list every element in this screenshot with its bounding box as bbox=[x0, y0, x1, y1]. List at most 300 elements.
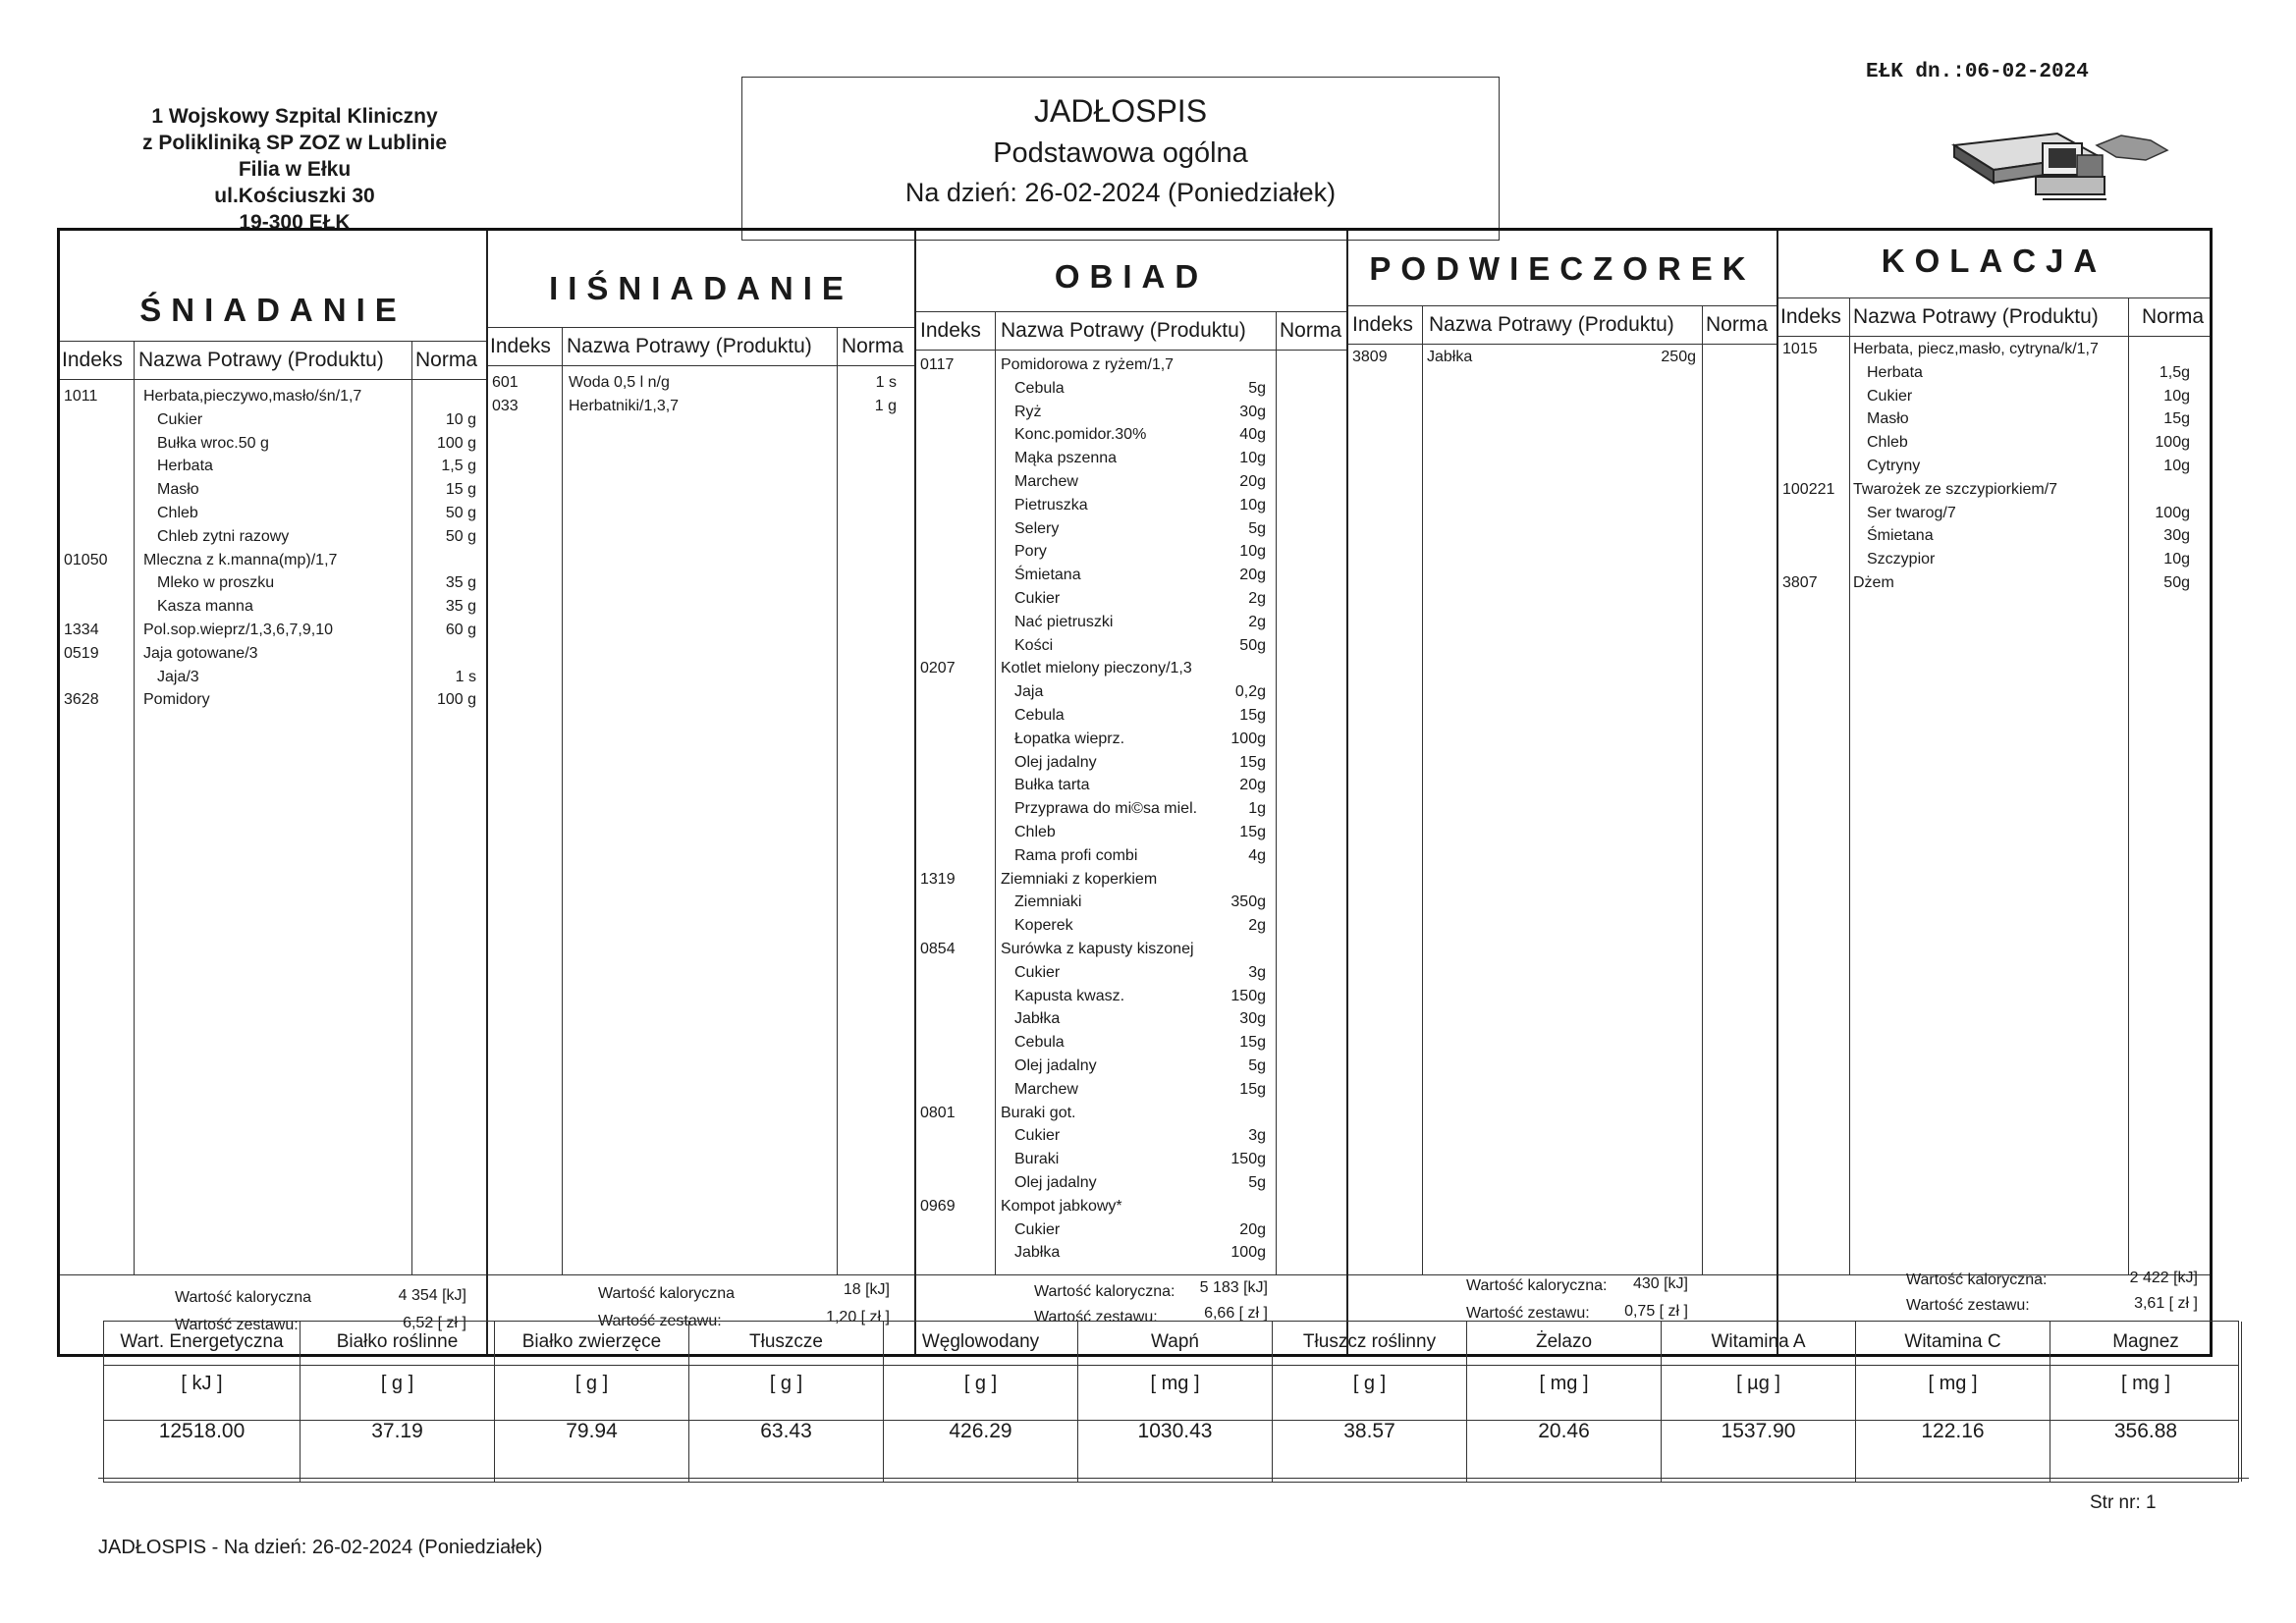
footer-text: JADŁOSPIS - Na dzień: 26-02-2024 (Poniedziałek) bbox=[98, 1537, 543, 1558]
dish-row bbox=[60, 528, 486, 550]
dish-row bbox=[60, 435, 486, 457]
dish-index: 601 bbox=[492, 374, 519, 391]
dish-norm: 20g bbox=[1239, 777, 1266, 794]
dish-name: Herbata, piecz,masło, cytryna/k/1,7 bbox=[1853, 341, 2099, 357]
dish-name: Surówka z kapusty kiszonej bbox=[1001, 941, 1194, 957]
ingredient-name: Łopatka wieprz. bbox=[1014, 730, 1125, 747]
set-value-label: Wartość zestawu: bbox=[1034, 1309, 1158, 1325]
dish-norm: 10g bbox=[2163, 551, 2190, 568]
hospital-address bbox=[88, 103, 501, 236]
dish-norm: 1,5 g bbox=[441, 458, 476, 475]
ingredient-name: Bułka wroc.50 g bbox=[157, 434, 269, 452]
nutrient-unit: [ g ] bbox=[769, 1373, 803, 1394]
dish-row bbox=[916, 754, 1346, 776]
dish-row bbox=[1778, 341, 2210, 362]
calorific-label: Wartość kaloryczna bbox=[598, 1285, 735, 1302]
dish-row bbox=[916, 380, 1346, 402]
nutrient-unit: [ mg ] bbox=[1928, 1373, 1978, 1394]
set-value-label: Wartość zestawu: bbox=[1906, 1297, 2030, 1314]
dish-row bbox=[916, 800, 1346, 822]
calorific-value: 2 422 [kJ] bbox=[2129, 1270, 2198, 1286]
hospital-city-line: 19-300 EŁK bbox=[239, 211, 351, 234]
nutrient-unit: [ mg ] bbox=[2120, 1373, 2170, 1394]
ingredient-name: Konc.pomidor.30% bbox=[1014, 426, 1147, 444]
ingredient-name: Śmietana bbox=[1014, 567, 1081, 584]
nutrient-unit: [ mg ] bbox=[1539, 1373, 1589, 1394]
ingredient-name: Cukier bbox=[1014, 590, 1061, 607]
dish-row bbox=[916, 660, 1346, 681]
ingredient-name: Cukier bbox=[157, 410, 203, 428]
dish-row bbox=[60, 552, 486, 573]
row-divider bbox=[104, 1420, 2238, 1421]
dish-row bbox=[916, 450, 1346, 471]
nutrient-label: Węglowodany bbox=[921, 1331, 1040, 1352]
set-value: 6,66 [ zł ] bbox=[1204, 1305, 1268, 1322]
dish-norm: 10g bbox=[1239, 450, 1266, 467]
dish-norm: 100g bbox=[1230, 730, 1266, 747]
page-number: Str nr: 1 bbox=[2090, 1492, 2157, 1513]
dish-row bbox=[1778, 458, 2210, 479]
header-index: Indeks bbox=[1352, 313, 1413, 336]
nutrient-value: 1537.90 bbox=[1721, 1420, 1796, 1442]
dish-index: 3809 bbox=[1352, 349, 1388, 365]
dish-norm: 100g bbox=[1230, 1244, 1266, 1262]
set-value: 0,75 [ zł ] bbox=[1624, 1303, 1688, 1320]
nutrition-column bbox=[884, 1322, 1078, 1482]
ingredient-name: Cukier bbox=[1867, 387, 1913, 405]
dish-row bbox=[916, 707, 1346, 729]
dish-row bbox=[916, 1174, 1346, 1196]
dish-row bbox=[916, 847, 1346, 869]
ingredient-name: Buraki bbox=[1014, 1151, 1060, 1168]
ingredient-name: Olej jadalny bbox=[1014, 1057, 1097, 1074]
dish-index: 0969 bbox=[920, 1197, 956, 1215]
dish-norm: 4g bbox=[1248, 846, 1266, 864]
dish-norm: 50g bbox=[2163, 574, 2190, 591]
dish-row bbox=[1778, 388, 2210, 409]
calorific-label: Wartość kaloryczna: bbox=[1906, 1271, 2048, 1288]
dish-norm: 20g bbox=[1239, 567, 1266, 584]
ingredient-name: Ser twarog/7 bbox=[1867, 504, 1956, 521]
nutrient-value: 20.46 bbox=[1538, 1420, 1590, 1442]
header-index: Indeks bbox=[1780, 305, 1841, 328]
ingredient-name: Pietruszka bbox=[1014, 496, 1088, 514]
dish-row bbox=[916, 520, 1346, 542]
nutrient-label: Białko roślinne bbox=[336, 1331, 459, 1352]
ingredient-name: Masło bbox=[1867, 410, 1909, 428]
book-and-computer-icon bbox=[1949, 116, 2175, 204]
dish-name: Ziemniaki z koperkiem bbox=[1001, 870, 1158, 888]
dish-row bbox=[916, 356, 1346, 378]
ingredient-name: Ziemniaki bbox=[1014, 893, 1082, 911]
dish-row bbox=[916, 871, 1346, 893]
nutrient-value: 38.57 bbox=[1343, 1420, 1395, 1442]
dish-norm: 100 g bbox=[436, 691, 476, 709]
dish-row bbox=[916, 404, 1346, 425]
dish-row bbox=[916, 473, 1346, 495]
ingredient-name: Mleko w proszku bbox=[157, 574, 275, 592]
set-value: 1,20 [ zł ] bbox=[826, 1309, 890, 1325]
dish-norm: 250g bbox=[1661, 349, 1696, 365]
dish-norm: 10g bbox=[1239, 496, 1266, 514]
dish-row bbox=[916, 1081, 1346, 1103]
nutrition-column bbox=[301, 1322, 495, 1482]
dish-norm: 30g bbox=[1239, 403, 1266, 420]
dish-row bbox=[60, 669, 486, 690]
dish-name: Kompot jabkowy* bbox=[1001, 1197, 1122, 1215]
dish-norm: 30g bbox=[1239, 1010, 1266, 1028]
nutrient-unit: [ mg ] bbox=[1150, 1373, 1200, 1394]
ingredient-name: Marchew bbox=[1014, 1080, 1078, 1098]
ingredient-name: Rama profi combi bbox=[1014, 846, 1138, 864]
dish-index: 1011 bbox=[64, 388, 98, 405]
ingredient-name: Jabłka bbox=[1014, 1244, 1061, 1262]
calorific-label: Wartość kaloryczna: bbox=[1034, 1283, 1175, 1300]
dish-norm: 50 g bbox=[445, 505, 476, 521]
dish-row bbox=[1778, 410, 2210, 432]
dish-name: Pomidory bbox=[143, 691, 210, 709]
dish-row bbox=[60, 598, 486, 620]
calorific-label: Wartość kaloryczna: bbox=[1466, 1277, 1608, 1294]
dish-norm: 15g bbox=[1239, 1080, 1266, 1098]
meal-title: OBIAD bbox=[1054, 258, 1209, 295]
ingredient-name: Cukier bbox=[1014, 1220, 1061, 1238]
ingredient-name: Śmietana bbox=[1867, 527, 1934, 545]
hospital-name-line: 1 Wojskowy Szpital Kliniczny bbox=[151, 105, 438, 128]
dish-row bbox=[1778, 505, 2210, 526]
dish-norm: 150g bbox=[1230, 987, 1266, 1004]
calorific-value: 430 [kJ] bbox=[1632, 1275, 1688, 1292]
header-index: Indeks bbox=[62, 349, 123, 371]
dish-row bbox=[60, 411, 486, 433]
meal-breakfast bbox=[60, 231, 488, 1354]
dish-row bbox=[916, 497, 1346, 518]
column-header-row bbox=[1778, 298, 2210, 337]
dish-name: Buraki got. bbox=[1001, 1104, 1076, 1121]
nutrient-value: 79.94 bbox=[566, 1420, 618, 1442]
dish-name: Pomidorowa z ryżem/1,7 bbox=[1001, 356, 1175, 373]
meal-title: ŚNIADANIE bbox=[139, 292, 407, 328]
ingredient-name: Mąka pszenna bbox=[1014, 450, 1118, 467]
dish-name: Dżem bbox=[1853, 574, 1894, 591]
ingredient-name: Jabłka bbox=[1014, 1010, 1061, 1028]
document-title: JADŁOSPIS bbox=[1033, 93, 1208, 129]
dish-norm: 150g bbox=[1230, 1151, 1266, 1168]
header-name: Nazwa Potrawy (Produktu) bbox=[1429, 313, 1674, 336]
meal-second-breakfast bbox=[488, 231, 916, 1354]
ingredient-name: Cebula bbox=[1014, 1034, 1065, 1052]
dish-row bbox=[916, 426, 1346, 448]
ingredient-name: Pory bbox=[1014, 543, 1047, 561]
dish-norm: 100g bbox=[2155, 434, 2190, 452]
ingredient-name: Olej jadalny bbox=[1014, 753, 1097, 771]
header-name: Nazwa Potrawy (Produktu) bbox=[1001, 319, 1246, 342]
dish-name: Woda 0,5 l n/g bbox=[569, 374, 670, 391]
dish-name: Jabłka bbox=[1427, 349, 1473, 365]
meal-afternoon-snack bbox=[1348, 231, 1778, 1354]
ingredient-name: Chleb zytni razowy bbox=[157, 527, 290, 545]
set-value-label: Wartość zestawu: bbox=[598, 1313, 722, 1329]
dish-norm: 10 g bbox=[445, 410, 476, 428]
nutrient-label: Wart. Energetyczna bbox=[120, 1331, 284, 1352]
dish-row bbox=[916, 1127, 1346, 1149]
dish-name: Jaja gotowane/3 bbox=[143, 644, 258, 662]
dish-row bbox=[60, 458, 486, 479]
header-norm: Norma bbox=[2142, 305, 2205, 328]
dish-index: 3628 bbox=[64, 691, 99, 709]
ingredient-name: Selery bbox=[1014, 519, 1060, 537]
dish-row bbox=[1778, 527, 2210, 549]
dish-row bbox=[60, 574, 486, 596]
dish-row bbox=[60, 691, 486, 713]
dish-norm: 35 g bbox=[445, 598, 476, 616]
dish-row bbox=[916, 1221, 1346, 1243]
header-name: Nazwa Potrawy (Produktu) bbox=[138, 349, 384, 371]
dish-row bbox=[916, 917, 1346, 939]
dish-row bbox=[916, 941, 1346, 962]
dish-index: 0207 bbox=[920, 660, 956, 677]
issue-date: EŁK dn.:06-02-2024 bbox=[1866, 61, 2089, 83]
dish-row bbox=[916, 567, 1346, 588]
meal-table bbox=[57, 228, 2213, 1357]
ingredient-name: Kapusta kwasz. bbox=[1014, 987, 1125, 1004]
dish-norm: 5g bbox=[1248, 1057, 1266, 1074]
dish-norm: 1 s bbox=[875, 374, 897, 391]
menu-date: Na dzień: 26-02-2024 (Poniedziałek) bbox=[904, 178, 1337, 207]
ingredient-name: Bułka tarta bbox=[1014, 777, 1090, 794]
ingredient-name: Olej jadalny bbox=[1014, 1174, 1097, 1191]
dish-row bbox=[916, 730, 1346, 752]
dish-row bbox=[916, 1034, 1346, 1055]
nutrition-column bbox=[689, 1322, 884, 1482]
nutrient-label: Żelazo bbox=[1535, 1331, 1593, 1352]
dish-index: 100221 bbox=[1782, 480, 1835, 498]
header-name: Nazwa Potrawy (Produktu) bbox=[1853, 305, 2099, 328]
dish-index: 1334 bbox=[64, 622, 99, 638]
dish-row bbox=[916, 988, 1346, 1009]
ingredient-name: Chleb bbox=[157, 505, 198, 521]
dish-row bbox=[916, 590, 1346, 612]
column-header-row bbox=[60, 341, 486, 380]
ingredient-name: Chleb bbox=[1014, 824, 1056, 840]
dish-norm: 2g bbox=[1248, 613, 1266, 630]
nutrient-label: Witamina C bbox=[1904, 1331, 2001, 1352]
nutrient-value: 12518.00 bbox=[158, 1420, 246, 1442]
dish-norm: 10g bbox=[2163, 387, 2190, 405]
nutrition-column bbox=[104, 1322, 301, 1482]
column-divider bbox=[562, 327, 563, 1275]
column-divider bbox=[1702, 305, 1703, 1275]
dish-row bbox=[1348, 349, 1777, 370]
ingredient-name: Koperek bbox=[1014, 917, 1073, 935]
nutrient-unit: [ g ] bbox=[1352, 1373, 1387, 1394]
nutrient-label: Wapń bbox=[1151, 1331, 1199, 1352]
nutrient-label: Tłuszcz roślinny bbox=[1302, 1331, 1437, 1352]
dish-row bbox=[916, 1010, 1346, 1032]
nutrient-label: Białko zwierzęce bbox=[521, 1331, 662, 1352]
dish-row bbox=[916, 964, 1346, 986]
column-header-row bbox=[488, 327, 914, 366]
dish-row bbox=[916, 893, 1346, 915]
nutrition-table bbox=[103, 1321, 2239, 1483]
dish-norm: 15g bbox=[1239, 1034, 1266, 1052]
dish-name: Herbata,pieczywo,masło/śn/1,7 bbox=[143, 388, 362, 405]
ingredient-name: Cukier bbox=[1014, 1127, 1061, 1145]
dish-norm: 1 s bbox=[455, 668, 476, 685]
dish-row bbox=[916, 777, 1346, 798]
meal-supper bbox=[1778, 231, 2210, 1354]
ingredient-name: Herbata bbox=[157, 458, 213, 475]
dish-index: 0801 bbox=[920, 1104, 956, 1121]
nutrition-column bbox=[1467, 1322, 1662, 1482]
ingredient-name: Cytryny bbox=[1867, 458, 1921, 474]
nutrient-value: 63.43 bbox=[760, 1420, 812, 1442]
dish-norm: 20g bbox=[1239, 473, 1266, 490]
nutrition-column bbox=[1662, 1322, 1856, 1482]
dish-norm: 2g bbox=[1248, 917, 1266, 935]
dish-index: 1015 bbox=[1782, 341, 1818, 357]
dish-row bbox=[916, 1151, 1346, 1172]
meal-title: IIŚNIADANIE bbox=[549, 270, 853, 306]
set-value: 6,52 [ zł ] bbox=[403, 1315, 466, 1331]
dish-row bbox=[916, 683, 1346, 705]
row-divider bbox=[104, 1365, 2238, 1366]
ingredient-name: Ryż bbox=[1014, 403, 1042, 420]
dish-row bbox=[1778, 551, 2210, 572]
dish-index: 1319 bbox=[920, 870, 956, 888]
nutrient-unit: [ g ] bbox=[380, 1373, 414, 1394]
dish-norm: 5g bbox=[1248, 1174, 1266, 1191]
nutrient-unit: [ kJ ] bbox=[181, 1373, 223, 1394]
nutrient-value: 426.29 bbox=[949, 1420, 1012, 1442]
hospital-branch-line: Filia w Ełku bbox=[238, 158, 352, 181]
ingredient-name: Masło bbox=[157, 481, 199, 499]
dish-norm: 15g bbox=[1239, 753, 1266, 771]
nutrient-unit: [ g ] bbox=[963, 1373, 998, 1394]
nutrition-column bbox=[1078, 1322, 1273, 1482]
dish-norm: 100 g bbox=[436, 434, 476, 452]
dish-row bbox=[916, 1057, 1346, 1079]
dish-name: Twarożek ze szczypiorkiem/7 bbox=[1853, 480, 2058, 498]
dish-norm: 2g bbox=[1248, 590, 1266, 607]
set-value-label: Wartość zestawu: bbox=[1466, 1305, 1590, 1322]
header-norm: Norma bbox=[415, 349, 478, 371]
dish-norm: 1 g bbox=[874, 397, 897, 414]
ingredient-name: Marchew bbox=[1014, 473, 1078, 490]
header-index: Indeks bbox=[920, 319, 981, 342]
dish-row bbox=[1778, 434, 2210, 456]
dish-row bbox=[488, 398, 914, 419]
dish-norm: 0,2g bbox=[1234, 683, 1266, 701]
ingredient-name: Kasza manna bbox=[157, 598, 253, 616]
ingredient-name: Herbata bbox=[1867, 363, 1923, 381]
dish-index: 01050 bbox=[64, 551, 108, 568]
dish-norm: 5g bbox=[1248, 379, 1266, 397]
dish-row bbox=[60, 622, 486, 643]
ingredient-name: Przyprawa do mi©sa miel. bbox=[1014, 800, 1198, 818]
nutrient-label: Witamina A bbox=[1711, 1331, 1806, 1352]
calorific-value: 4 354 [kJ] bbox=[398, 1287, 466, 1304]
dish-index: 0519 bbox=[64, 644, 99, 662]
dish-norm: 35 g bbox=[445, 574, 476, 592]
set-value: 3,61 [ zł ] bbox=[2134, 1295, 2198, 1312]
header-norm: Norma bbox=[1280, 319, 1342, 342]
dish-norm: 10g bbox=[1239, 543, 1266, 561]
ingredient-name: Cebula bbox=[1014, 379, 1065, 397]
dish-name: Pol.sop.wieprz/1,3,6,7,9,10 bbox=[143, 622, 334, 638]
dish-row bbox=[916, 543, 1346, 565]
nutrient-value: 1030.43 bbox=[1137, 1420, 1213, 1442]
dish-row bbox=[916, 1244, 1346, 1266]
dish-norm: 1,5g bbox=[2159, 363, 2190, 381]
nutrient-value: 37.19 bbox=[371, 1420, 423, 1442]
ingredient-name: Kości bbox=[1014, 636, 1054, 654]
dish-name: Kotlet mielony pieczony/1,3 bbox=[1001, 660, 1192, 677]
dish-name: Mleczna z k.manna(mp)/1,7 bbox=[143, 551, 338, 568]
dish-index: 033 bbox=[492, 397, 519, 414]
dish-row bbox=[916, 614, 1346, 635]
dish-norm: 50g bbox=[1239, 636, 1266, 654]
dish-norm: 5g bbox=[1248, 519, 1266, 537]
dish-norm: 15 g bbox=[445, 481, 476, 499]
nutrition-column bbox=[1856, 1322, 2050, 1482]
dish-norm: 3g bbox=[1248, 963, 1266, 981]
hospital-parent-line: z Polikliniką SP ZOZ w Lublinie bbox=[142, 132, 447, 154]
dish-row bbox=[60, 505, 486, 526]
ingredient-name: Chleb bbox=[1867, 434, 1908, 452]
column-header-row bbox=[1348, 305, 1777, 345]
column-header-row bbox=[916, 311, 1346, 351]
dish-norm: 50 g bbox=[445, 527, 476, 545]
ingredient-name: Nać pietruszki bbox=[1014, 613, 1114, 630]
dish-row bbox=[1778, 364, 2210, 386]
nutrition-column bbox=[2050, 1322, 2242, 1482]
dish-norm: 350g bbox=[1230, 893, 1266, 911]
title-box bbox=[741, 77, 1500, 241]
dish-row bbox=[916, 824, 1346, 845]
dish-norm: 1g bbox=[1248, 800, 1266, 818]
dish-index: 3807 bbox=[1782, 574, 1818, 591]
dish-norm: 30g bbox=[2163, 527, 2190, 545]
dish-index: 0854 bbox=[920, 941, 956, 957]
dish-index: 0117 bbox=[920, 356, 955, 373]
dish-norm: 3g bbox=[1248, 1127, 1266, 1145]
footer-divider bbox=[98, 1478, 2249, 1479]
dish-norm: 10g bbox=[2163, 458, 2190, 474]
dish-row bbox=[916, 637, 1346, 659]
meal-lunch bbox=[916, 231, 1348, 1354]
nutrient-value: 356.88 bbox=[2113, 1420, 2178, 1442]
dish-row bbox=[60, 388, 486, 409]
dish-row bbox=[916, 1105, 1346, 1126]
ingredient-name: Cukier bbox=[1014, 963, 1061, 981]
nutrient-label: Tłuszcze bbox=[749, 1331, 823, 1352]
dish-row bbox=[488, 374, 914, 396]
dish-norm: 40g bbox=[1239, 426, 1266, 444]
nutrient-unit: [ g ] bbox=[574, 1373, 609, 1394]
ingredient-name: Szczypior bbox=[1867, 551, 1936, 568]
hospital-street-line: ul.Kościuszki 30 bbox=[214, 185, 375, 207]
nutrient-label: Magnez bbox=[2112, 1331, 2179, 1352]
diet-name: Podstawowa ogólna bbox=[993, 137, 1248, 169]
dish-row bbox=[1778, 574, 2210, 596]
set-value-label: Wartość zestawu: bbox=[175, 1317, 299, 1333]
dish-norm: 60 g bbox=[445, 622, 476, 638]
column-divider bbox=[837, 327, 838, 1275]
dish-norm: 15g bbox=[1239, 824, 1266, 840]
meal-title: KOLACJA bbox=[1881, 243, 2107, 279]
dish-row bbox=[60, 645, 486, 667]
